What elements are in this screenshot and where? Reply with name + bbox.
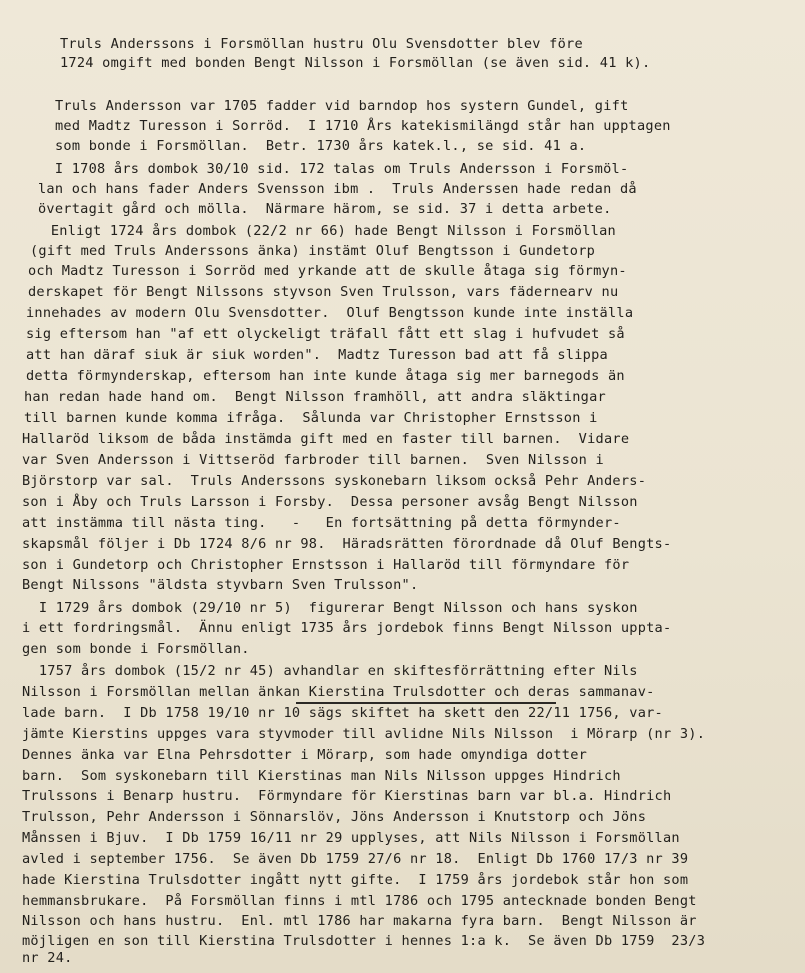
text-line: Nilsson och hans hustru. Enl. mtl 1786 har makarna fyra barn. Bengt Nilsson är [22,913,697,929]
text-line: Björstorp var sal. Truls Anderssons syskonebarn liksom också Pehr Anders- [22,473,647,489]
text-line: 1757 års dombok (15/2 nr 45) avhandlar en skiftesförrättning efter Nils [22,663,638,679]
text-line: son i Åby och Truls Larsson i Forsby. Dessa personer avsåg Bengt Nilsson [22,494,638,510]
text-line: till barnen kunde komma ifråga. Sålunda var Christopher Ernstsson i [24,410,598,426]
text-line: Trulssons i Benarp hustru. Förmyndare för Kierstinas barn var bl.a. Hindrich [22,788,672,804]
text-line: och Madtz Turesson i Sorröd med yrkande att de skulle åtaga sig förmyn- [28,263,627,279]
text-line: innehades av modern Olu Svensdotter. Oluf Bengtsson kunde inte inställa [26,305,634,321]
text-line: avled i september 1756. Se även Db 1759 27/6 nr 18. Enligt Db 1760 17/3 nr 39 [22,851,689,867]
text-line: barn. Som syskonebarn till Kierstinas man Nils Nilsson uppges Hindrich [22,768,621,784]
text-line: son i Gundetorp och Christopher Ernstsson i Hallaröd till förmyndare för [22,557,630,573]
text-line: Bengt Nilssons "äldsta styvbarn Sven Trulsson". [22,577,419,593]
text-line: att han däraf siuk är siuk worden". Madtz Turesson bad att få slippa [26,347,608,363]
text-line: I 1708 års dombok 30/10 sid. 172 talas om Truls Andersson i Forsmöl- [38,161,629,177]
text-line: detta förmynderskap, eftersom han inte kunde åtaga sig mer barnegods än [26,368,625,384]
text-line: skapsmål följer i Db 1724 8/6 nr 98. Häradsrätten förordnade då Oluf Bengts- [22,536,672,552]
text-line: jämte Kierstins uppges vara styvmoder till avlidne Nils Nilsson i Mörarp (nr 3). [22,726,706,742]
text-line: lan och hans fader Anders Svensson ibm . Truls Anderssen hade redan då [38,181,637,197]
text-line: som bonde i Forsmöllan. Betr. 1730 års katek.l., se sid. 41 a. [55,138,587,154]
text-line: var Sven Andersson i Vittseröd farbroder till barnen. Sven Nilsson i [22,452,604,468]
text-line: Truls Anderssons i Forsmöllan hustru Olu Svensdotter blev före [60,36,583,52]
text-line: 1724 omgift med bonden Bengt Nilsson i Forsmöllan (se även sid. 41 k). [60,55,651,71]
text-line: hemmansbrukare. På Forsmöllan finns i mtl 1786 och 1795 antecknade bonden Bengt [22,893,697,909]
text-line: möjligen en son till Kierstina Trulsdotter i hennes 1:a k. Se även Db 1759 23/3 [22,933,706,949]
text-line: Hallaröd liksom de båda instämda gift med en faster till barnen. Vidare [22,431,630,447]
text-line: med Madtz Turesson i Sorröd. I 1710 Års katekismilängd står han upptagen [55,118,671,134]
text-line: gen som bonde i Forsmöllan. [22,641,250,657]
text-line: han redan hade hand om. Bengt Nilsson framhöll, att andra släktingar [24,389,606,405]
text-line: Dennes änka var Elna Pehrsdotter i Mörarp, som hade omyndiga dotter [22,747,588,763]
text-line: Truls Andersson var 1705 fadder vid barndop hos systern Gundel, gift [55,98,629,114]
text-line: I 1729 års dombok (29/10 nr 5) figurerar Bengt Nilsson och hans syskon [22,600,638,616]
text-line: i ett fordringsmål. Ännu enligt 1735 års jordebok finns Bengt Nilsson uppta- [22,620,672,636]
text-line: Enligt 1724 års dombok (22/2 nr 66) hade Bengt Nilsson i Forsmöllan [34,223,616,239]
text-line: att instämma till nästa ting. - En fortsättning på detta förmynder- [22,515,621,531]
text-line: övertagit gård och mölla. Närmare härom, se sid. 37 i detta arbete. [38,201,612,217]
text-line: lade barn. I Db 1758 19/10 nr 10 sägs skiftet ha skett den 22/11 1756, var- [22,705,663,721]
text-line: (gift med Truls Anderssons änka) instämt Oluf Bengtsson i Gundetorp [30,243,596,259]
text-line: sig eftersom han "af ett olyckeligt träfall fått ett slag i hufvudet så [26,326,625,342]
underline-mark [296,702,556,704]
text-line: nr 24. [22,950,73,966]
text-line: Trulsson, Pehr Andersson i Sönnarslöv, Jöns Andersson i Knutstorp och Jöns [22,809,647,825]
text-line: derskapet för Bengt Nilssons styvson Sven Trulsson, vars fädernearv nu [28,284,619,300]
text-line: Månssen i Bjuv. I Db 1759 16/11 nr 29 upplyses, att Nils Nilsson i Forsmöllan [22,830,680,846]
text-line: hade Kierstina Trulsdotter ingått nytt gifte. I 1759 års jordebok står hon som [22,872,689,888]
text-line: Nilsson i Forsmöllan mellan änkan Kierstina Trulsdotter och deras sammanav- [22,684,655,700]
